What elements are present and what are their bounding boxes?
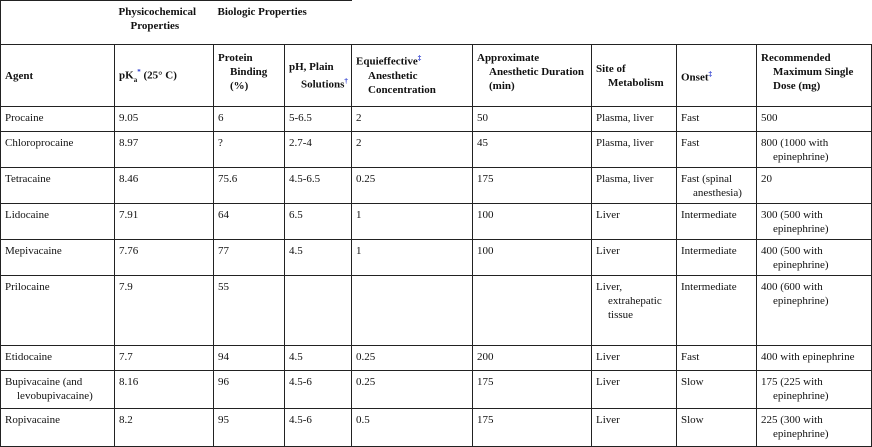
cell-pka: 7.76	[115, 240, 214, 276]
cell-protein-binding: ?	[214, 132, 285, 168]
cell-agent: Procaine	[1, 107, 115, 132]
cell-max-dose: 500	[757, 107, 872, 132]
cell-agent: Tetracaine	[1, 168, 115, 204]
equi-rest: Anesthetic Concentration	[368, 69, 436, 96]
cell-pka: 7.91	[115, 204, 214, 240]
cell-site-of-metabolism: Plasma, liver	[592, 168, 677, 204]
cell-ph: 4.5	[285, 346, 352, 371]
cell-site-of-metabolism: Liver	[592, 371, 677, 409]
ph-label: pH, Plain Solutions	[289, 61, 345, 91]
cell-protein-binding: 6	[214, 107, 285, 132]
header-ph	[285, 45, 352, 107]
cell-ph: 6.5	[285, 204, 352, 240]
cell-max-dose: 800 (1000 with epinephrine)	[757, 132, 872, 168]
header-pka	[115, 45, 214, 107]
cell-max-dose: 400 (600 with epinephrine)	[757, 276, 872, 346]
cell-site-of-metabolism: Plasma, liver	[592, 107, 677, 132]
cell-duration: 50	[473, 107, 592, 132]
cell-onset: Fast (spinal anesthesia)	[677, 168, 757, 204]
cell-site-of-metabolism: Liver, extrahepatic tissue	[592, 276, 677, 346]
header-agent: Agent	[1, 45, 115, 107]
table-row	[1, 276, 872, 346]
cell-duration: 200	[473, 346, 592, 371]
cell-onset: Slow	[677, 409, 757, 447]
cell-ph: 5-6.5	[285, 107, 352, 132]
header-duration: Approximate Anesthetic Duration (min)	[473, 45, 592, 107]
cell-equieffective-concentration: 0.25	[352, 168, 473, 204]
cell-protein-binding: 75.6	[214, 168, 285, 204]
equi-label: Equieffective	[356, 55, 418, 68]
pka-sub: a	[133, 75, 138, 84]
cell-pka: 8.16	[115, 371, 214, 409]
cell-ph: 4.5	[285, 240, 352, 276]
cell-ph	[285, 276, 352, 346]
pka-label: pK	[119, 69, 134, 82]
pka-temp: (25° C)	[140, 69, 177, 82]
table-row	[1, 204, 872, 240]
cell-max-dose: 300 (500 with epinephrine)	[757, 204, 872, 240]
header-onset	[677, 45, 757, 107]
cell-agent: Mepivacaine	[1, 240, 115, 276]
table-row	[1, 240, 872, 276]
cell-onset: Intermediate	[677, 204, 757, 240]
cell-onset: Fast	[677, 132, 757, 168]
cell-duration: 175	[473, 168, 592, 204]
header-equieffective	[352, 45, 473, 107]
cell-agent: Chloroprocaine	[1, 132, 115, 168]
group-header-row	[1, 1, 872, 45]
cell-agent: Etidocaine	[1, 346, 115, 371]
cell-equieffective-concentration: 2	[352, 107, 473, 132]
table-row	[1, 132, 872, 168]
cell-equieffective-concentration: 0.25	[352, 346, 473, 371]
column-header-row	[1, 45, 872, 107]
cell-pka: 7.7	[115, 346, 214, 371]
group-header-biologic: Biologic Properties	[214, 1, 352, 45]
cell-duration: 100	[473, 204, 592, 240]
onset-label: Onset	[681, 71, 709, 84]
cell-agent: Lidocaine	[1, 204, 115, 240]
cell-max-dose: 400 with epinephrine	[757, 346, 872, 371]
footnote-mark[interactable]: †	[344, 77, 348, 86]
cell-ph: 2.7-4	[285, 132, 352, 168]
cell-onset: Intermediate	[677, 240, 757, 276]
cell-max-dose: 175 (225 with epinephrine)	[757, 371, 872, 409]
cell-protein-binding: 96	[214, 371, 285, 409]
cell-equieffective-concentration: 1	[352, 204, 473, 240]
cell-agent: Prilocaine	[1, 276, 115, 346]
cell-protein-binding: 64	[214, 204, 285, 240]
cell-ph: 4.5-6	[285, 409, 352, 447]
table-row	[1, 107, 872, 132]
cell-pka: 7.9	[115, 276, 214, 346]
cell-protein-binding: 94	[214, 346, 285, 371]
cell-max-dose: 400 (500 with epinephrine)	[757, 240, 872, 276]
cell-max-dose: 20	[757, 168, 872, 204]
cell-protein-binding: 95	[214, 409, 285, 447]
cell-pka: 8.2	[115, 409, 214, 447]
cell-equieffective-concentration	[352, 276, 473, 346]
cell-site-of-metabolism: Liver	[592, 346, 677, 371]
cell-onset: Intermediate	[677, 276, 757, 346]
cell-equieffective-concentration: 1	[352, 240, 473, 276]
cell-pka: 8.97	[115, 132, 214, 168]
cell-agent: Ropivacaine	[1, 409, 115, 447]
cell-site-of-metabolism: Plasma, liver	[592, 132, 677, 168]
cell-protein-binding: 55	[214, 276, 285, 346]
header-protein-binding: Protein Binding (%)	[214, 45, 285, 107]
cell-site-of-metabolism: Liver	[592, 204, 677, 240]
cell-protein-binding: 77	[214, 240, 285, 276]
cell-site-of-metabolism: Liver	[592, 409, 677, 447]
footnote-mark[interactable]: *	[137, 68, 141, 77]
cell-ph: 4.5-6.5	[285, 168, 352, 204]
cell-onset: Fast	[677, 107, 757, 132]
cell-onset: Slow	[677, 371, 757, 409]
cell-pka: 9.05	[115, 107, 214, 132]
cell-duration: 175	[473, 371, 592, 409]
cell-duration	[473, 276, 592, 346]
cell-duration: 100	[473, 240, 592, 276]
cell-duration: 175	[473, 409, 592, 447]
cell-equieffective-concentration: 0.25	[352, 371, 473, 409]
cell-ph: 4.5-6	[285, 371, 352, 409]
footnote-mark[interactable]: ‡	[417, 54, 422, 62]
footnote-mark[interactable]: ‡	[708, 70, 712, 79]
group-header-physicochemical: Physicochemical Properties	[115, 1, 214, 45]
cell-agent: Bupivacaine (and levobupivacaine)	[1, 371, 115, 409]
cell-onset: Fast	[677, 346, 757, 371]
cell-equieffective-concentration: 2	[352, 132, 473, 168]
cell-max-dose: 225 (300 with epinephrine)	[757, 409, 872, 447]
table-row	[1, 346, 872, 371]
cell-equieffective-concentration: 0.5	[352, 409, 473, 447]
cell-site-of-metabolism: Liver	[592, 240, 677, 276]
header-max-dose: Recommended Maximum Single Dose (mg)	[757, 45, 872, 107]
table-row	[1, 168, 872, 204]
header-site: Site of Metabolism	[592, 45, 677, 107]
table-row	[1, 371, 872, 409]
cell-duration: 45	[473, 132, 592, 168]
cell-pka: 8.46	[115, 168, 214, 204]
